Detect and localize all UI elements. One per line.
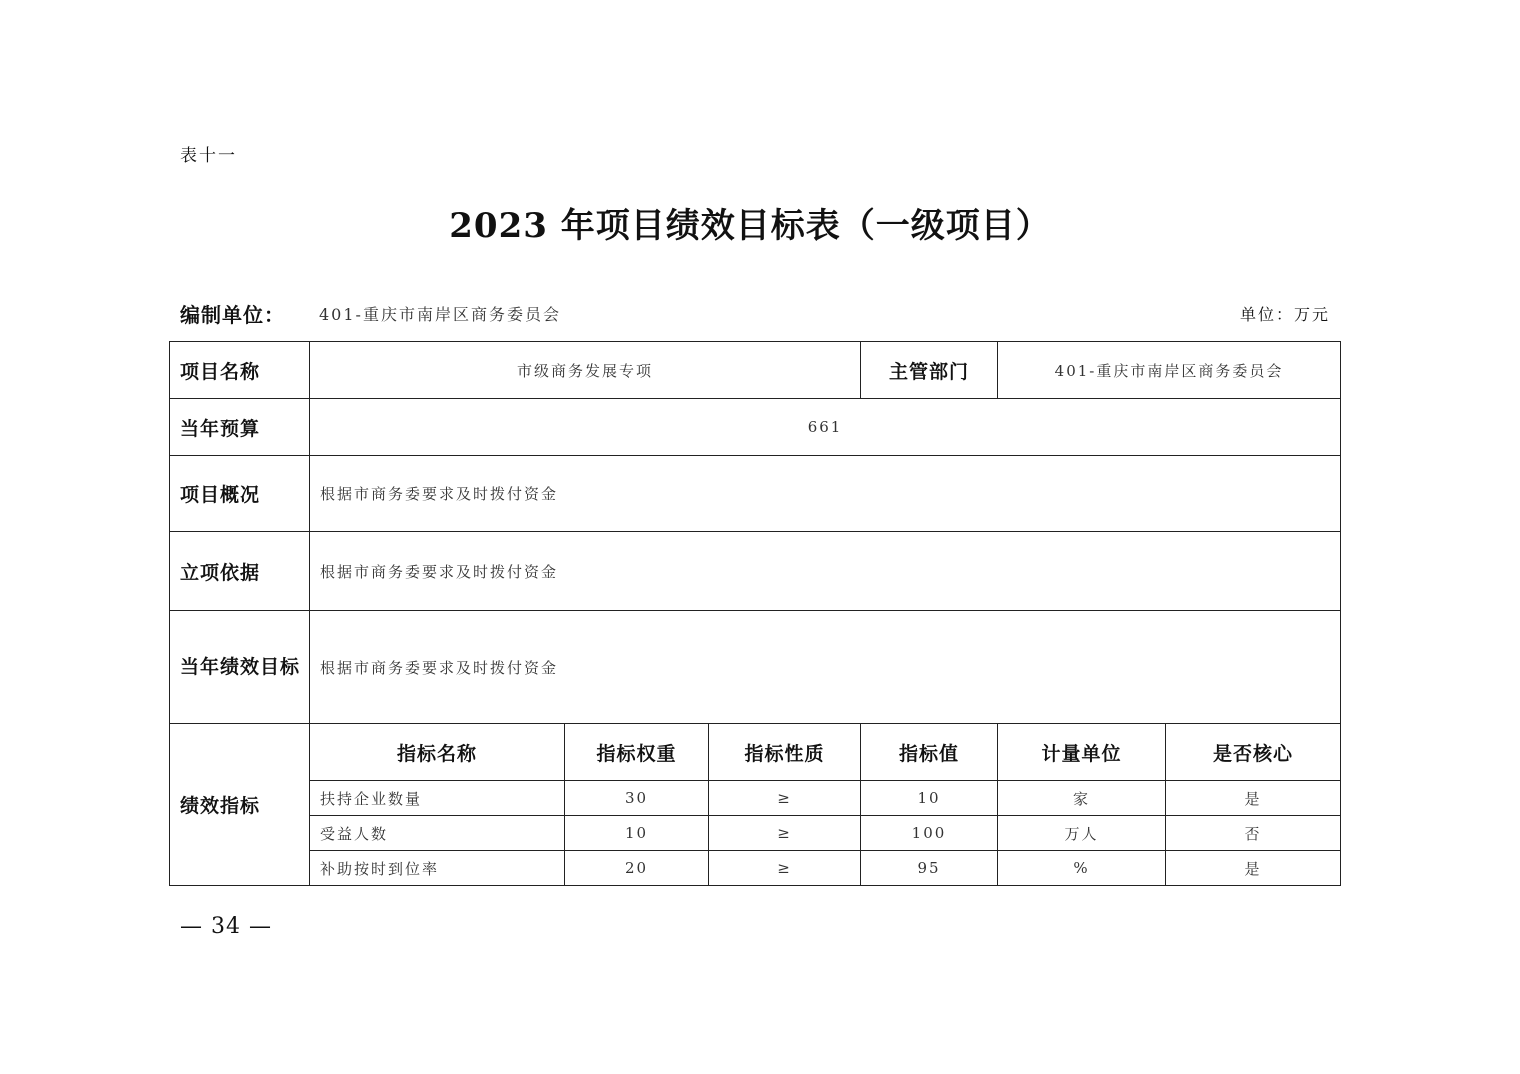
unit-value: 401-重庆市南岸区商务委员会 bbox=[319, 305, 561, 324]
indicator-core: 是 bbox=[1166, 851, 1341, 886]
header-cell: 指标值 bbox=[861, 724, 998, 781]
basis-value: 根据市商务委要求及时拨付资金 bbox=[310, 532, 1341, 611]
goal-label: 当年绩效目标 bbox=[170, 611, 310, 724]
indicator-weight: 10 bbox=[565, 816, 709, 851]
currency-unit: 单位：万元 bbox=[1239, 305, 1330, 324]
indicator-nature: ≥ bbox=[709, 816, 861, 851]
dept-value: 401-重庆市南岸区商务委员会 bbox=[998, 342, 1341, 399]
indicator-name: 补助按时到位率 bbox=[310, 851, 565, 886]
table-row bbox=[170, 851, 1341, 886]
indicator-unit: % bbox=[998, 851, 1166, 886]
table-row bbox=[170, 781, 1341, 816]
header-cell: 计量单位 bbox=[998, 724, 1166, 781]
table-row bbox=[170, 816, 1341, 851]
indicator-name: 受益人数 bbox=[310, 816, 565, 851]
unit-label: 编制单位： bbox=[180, 303, 285, 327]
indicator-weight: 30 bbox=[565, 781, 709, 816]
indicators-label: 绩效指标 bbox=[170, 724, 310, 886]
overview-value: 根据市商务委要求及时拨付资金 bbox=[310, 456, 1341, 532]
overview-label: 项目概况 bbox=[170, 456, 310, 532]
row-overview bbox=[170, 456, 1341, 532]
indicator-value: 10 bbox=[861, 781, 998, 816]
indicator-header-row bbox=[170, 724, 1341, 781]
budget-value: 661 bbox=[310, 399, 1341, 456]
project-name-value: 市级商务发展专项 bbox=[310, 342, 861, 399]
header-cell: 指标名称 bbox=[310, 724, 565, 781]
indicator-nature: ≥ bbox=[709, 781, 861, 816]
goal-value: 根据市商务委要求及时拨付资金 bbox=[310, 611, 1341, 724]
indicator-value: 100 bbox=[861, 816, 998, 851]
header-cell: 指标权重 bbox=[565, 724, 709, 781]
indicator-core: 否 bbox=[1166, 816, 1341, 851]
indicator-name: 扶持企业数量 bbox=[310, 781, 565, 816]
row-project-name bbox=[170, 342, 1341, 399]
indicator-value: 95 bbox=[861, 851, 998, 886]
row-goal bbox=[170, 611, 1341, 724]
project-name-label: 项目名称 bbox=[170, 342, 310, 399]
indicator-unit: 万人 bbox=[998, 816, 1166, 851]
table-number: 表十一 bbox=[180, 146, 237, 166]
header-cell: 是否核心 bbox=[1166, 724, 1341, 781]
header-cell: 指标性质 bbox=[709, 724, 861, 781]
row-budget bbox=[170, 399, 1341, 456]
dept-label: 主管部门 bbox=[861, 342, 998, 399]
indicator-core: 是 bbox=[1166, 781, 1341, 816]
page-number: — 34 — bbox=[180, 914, 272, 939]
performance-table bbox=[169, 341, 1341, 886]
page-title: 2023 年项目绩效目标表（一级项目） bbox=[449, 206, 1051, 246]
indicator-weight: 20 bbox=[565, 851, 709, 886]
budget-label: 当年预算 bbox=[170, 399, 310, 456]
row-basis bbox=[170, 532, 1341, 611]
indicator-unit: 家 bbox=[998, 781, 1166, 816]
indicator-nature: ≥ bbox=[709, 851, 861, 886]
basis-label: 立项依据 bbox=[170, 532, 310, 611]
